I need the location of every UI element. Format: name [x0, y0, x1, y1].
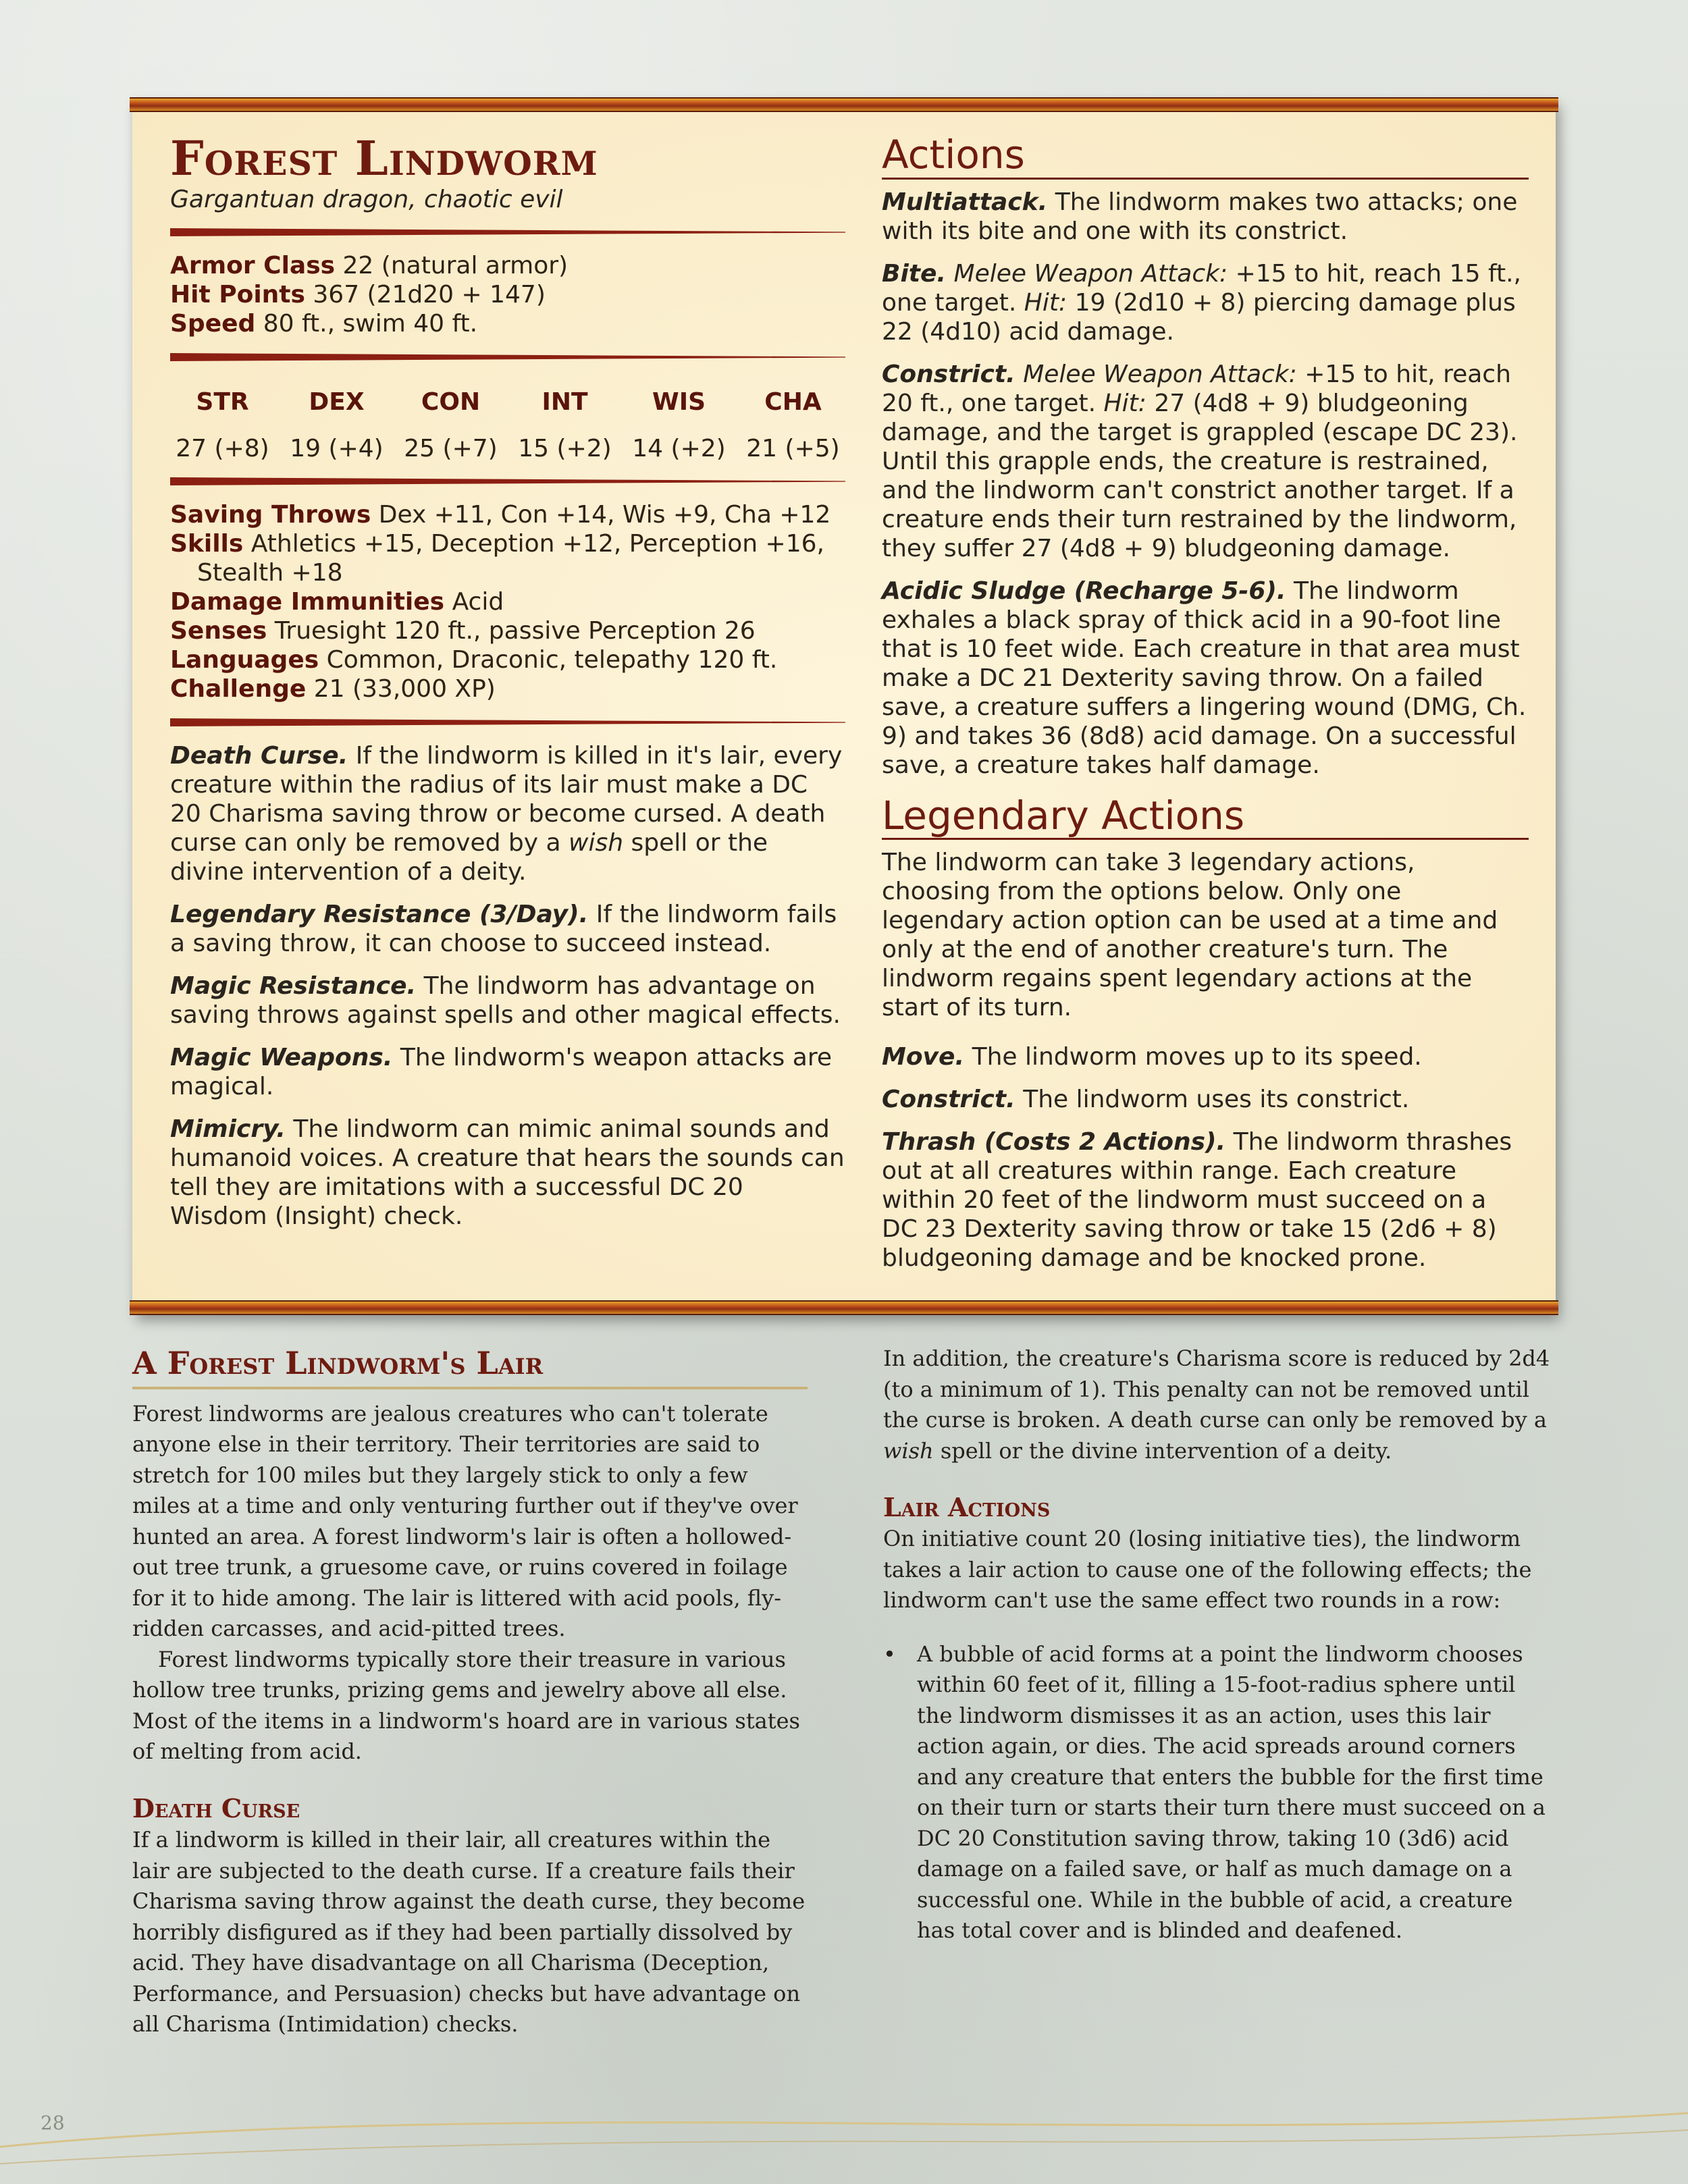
death-curse-text: If a lindworm is killed in their lair, all creatures within the lair are subjected to the death curse. If a creature fails their Charisma saving throw against the death curse, they become horribly disfigured as if they had been partially dissolved by acid. They have disadvantage on all Charisma (Deception, Performance, and Persuasion) checks but have advantage on all Charisma (Intimidation) checks. [132, 1827, 806, 2037]
trait-death-curse: Death Curse. If the lindworm is killed in it's lair, every creature within the radius of its lair must make a DC 20 Charisma saving throw or become cursed. A death curse can only be removed by a wish spell or the divine intervention of a deity. [170, 742, 843, 886]
legendary-actions-heading: Legendary Actions [882, 793, 1529, 841]
senses: Senses Truesight 120 ft., passive Perception 26 [170, 617, 756, 645]
death-curse-continued: In addition, the creature's Charisma score is reduced by 2d4 (to a minimum of 1). This penalty can not be removed until the curse is broken. A death curse can only be removed by a wish spell or the divine intervention of a deity. [883, 1346, 1550, 1464]
monster-name: Forest Lindworm [170, 130, 598, 186]
ability-scores [170, 388, 845, 462]
hit-points: Hit Points 367 (21d20 + 147) [170, 281, 546, 309]
stat-block-bottom-border [130, 1300, 1558, 1315]
ability-cha: CHA 21 (+5) [746, 388, 840, 462]
divider [170, 718, 845, 726]
action-bite: Bite. Melee Weapon Attack: +15 to hit, reach 15 ft., one target. Hit: 19 (2d10 + 8) piercing damage plus 22 (4d10) acid damage. [882, 259, 1521, 346]
lair-left-column [132, 1343, 808, 2040]
legendary-move: Move. The lindworm moves up to its speed. [882, 1043, 1422, 1071]
damage-immunities: Damage Immunities Acid [170, 588, 504, 616]
lair-actions-list [883, 1639, 1556, 1946]
legendary-intro: The lindworm can take 3 legendary actions, choosing from the options below. Only one legendary action option can be used at a time and only at the end of another creature's turn. The lindworm regains spent legendary actions at the start of its turn. [882, 849, 1498, 1022]
lair-actions-title: Lair Actions [883, 1492, 1051, 1522]
trait-mimicry: Mimicry. The lindworm can mimic animal sounds and humanoid voices. A creature that hears the sounds can tell they are imitations with a successful DC 20 Wisdom (Insight) check. [170, 1115, 845, 1230]
monster-type: Gargantuan dragon, chaotic evil [170, 186, 563, 213]
lair-paragraph-2: Forest lindworms typically store their treasure in various hollow tree trunks, prizing gems and jewelry above all else. Most of the items in a lindworm's hoard are in various states of melting from acid. [132, 1646, 800, 1765]
ability-dex: DEX 19 (+4) [290, 388, 384, 462]
trait-magic-resistance: Magic Resistance. The lindworm has advantage on saving throws against spells and other magical effects. [170, 972, 841, 1029]
divider [170, 353, 845, 361]
ability-int: INT 15 (+2) [518, 388, 612, 462]
action-acidic-sludge: Acidic Sludge (Recharge 5-6). The lindworm exhales a black spray of thick acid in a 90-foot line that is 10 feet wide. Each creature in that area must make a DC 21 Dexterity saving throw. On a failed save, a creature suffers a lingering wound (DMG, Ch. 9) and takes 36 (8d8) acid damage. On a successful save, a creature takes half damage. [882, 577, 1527, 779]
page-number: 28 [41, 2112, 65, 2134]
divider [170, 228, 845, 236]
death-curse-title: Death Curse [132, 1792, 300, 1823]
languages: Languages Common, Draconic, telepathy 120 ft. [170, 646, 778, 674]
trait-legendary-resistance: Legendary Resistance (3/Day). If the lindworm fails a saving throw, it can choose to succeed instead. [170, 901, 837, 957]
lair-section-title: A Forest Lindworm's Lair [132, 1345, 544, 1381]
skills: Skills Athletics +15, Deception +12, Perception +16, Stealth +18 [170, 530, 824, 587]
list-item: • A bubble of acid forms at a point the lindworm chooses within 60 feet of it, filling a 15-foot-radius sphere until the lindworm dismisses it as an action, uses this lair action again, or dies. The acid spreads around corners and any creature that enters the bubble for the first time on their turn or starts their turn there must succeed on a DC 20 Constitution saving throw, taking 10 (3d6) acid damage on a failed save, or half as much damage on a successful one. While in the bubble of acid, a creature has total cover and is blinded and deafened. [883, 1639, 1556, 1946]
footer-ornament [0, 2100, 1688, 2184]
saving-throws: Saving Throws Dex +11, Con +14, Wis +9, Cha +12 [170, 501, 831, 529]
lair-right-column [883, 1343, 1556, 1946]
lair-actions-intro: On initiative count 20 (losing initiative ties), the lindworm takes a lair action to cause one of the following effects; the lindworm can't use the same effect two rounds in a row: [883, 1526, 1532, 1614]
stat-block-top-border [130, 97, 1558, 112]
lair-paragraph-1: Forest lindworms are jealous creatures who can't tolerate anyone else in their territory. Their territories are said to stretch for 100 miles but they largely stick to only a few miles at a time and only venturing further out if they've over hunted an area. A forest lindworm's lair is often a hollowed-out tree trunk, a gruesome cave, or ruins covered in foilage for it to hide among. The lair is littered with acid pools, fly-ridden carcasses, and acid-pitted trees. [132, 1400, 798, 1642]
legendary-constrict: Constrict. The lindworm uses its constrict. [882, 1086, 1410, 1114]
legendary-thrash: Thrash (Costs 2 Actions). The lindworm thrashes out at all creatures within range. Each creature within 20 feet of the lindworm must succeed on a DC 23 Dexterity saving throw or take 15 (2d6 + 8) bludgeoning damage and be knocked prone. [882, 1128, 1512, 1273]
stat-block-left-column [170, 132, 845, 1244]
ability-str: STR 27 (+8) [176, 388, 269, 462]
stat-block [132, 99, 1556, 1314]
speed: Speed 80 ft., swim 40 ft. [170, 310, 478, 338]
action-multiattack: Multiattack. The lindworm makes two attacks; one with its bite and one with its constrict. [882, 188, 1518, 245]
trait-magic-weapons: Magic Weapons. The lindworm's weapon attacks are magical. [170, 1044, 832, 1100]
challenge: Challenge 21 (33,000 XP) [170, 675, 496, 703]
actions-heading: Actions [882, 132, 1529, 180]
divider [170, 477, 845, 485]
section-rule [132, 1387, 808, 1389]
action-constrict: Constrict. Melee Weapon Attack: +15 to hit, reach 20 ft., one target. Hit: 27 (4d8 + 9) bludgeoning damage, and the target is grappled (escape DC 23). Until this grapple ends, the creature is restrained, and the lindworm can't constrict another target. If a creature ends their turn restrained by the lindworm, they suffer 27 (4d8 + 9) bludgeoning damage. [882, 360, 1518, 562]
ability-con: CON 25 (+7) [404, 388, 498, 462]
armor-class: Armor Class 22 (natural armor) [170, 252, 569, 279]
stat-block-right-column [882, 132, 1529, 1286]
ability-wis: WIS 14 (+2) [632, 388, 726, 462]
